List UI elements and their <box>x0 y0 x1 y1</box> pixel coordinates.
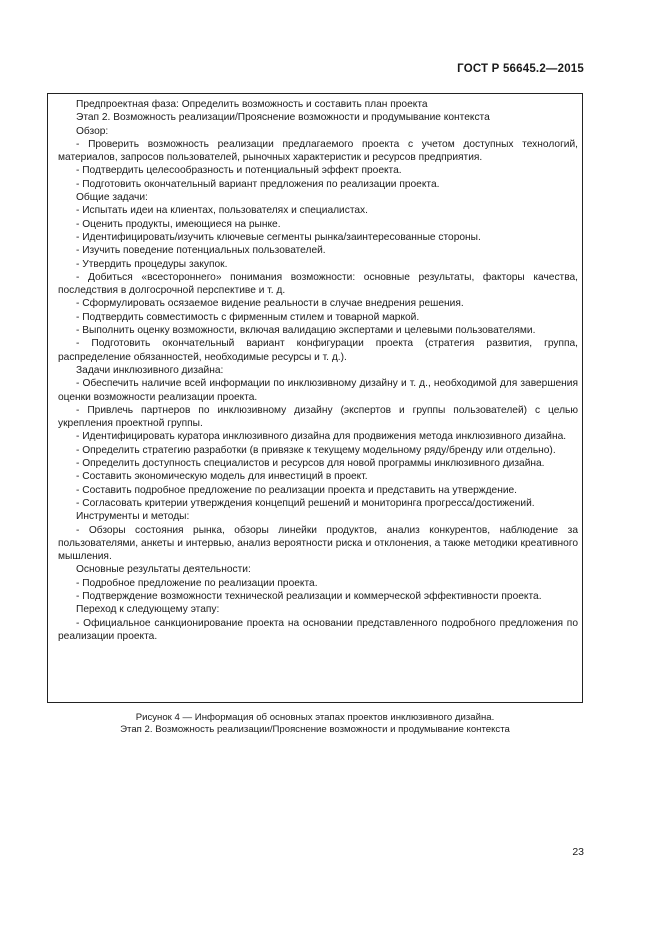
list-item: - Подтвердить совместимость с фирменным стилем и товарной маркой. <box>76 311 420 323</box>
standard-designation: ГОСТ Р 56645.2—2015 <box>457 63 584 75</box>
list-item: - Сформулировать осязаемое видение реальности в случае внедрения решения. <box>76 298 464 310</box>
section-heading-transition: Переход к следующему этапу: <box>76 604 220 616</box>
section-heading-overview: Обзор: <box>76 125 109 137</box>
list-item: - Обзоры состояния рынка, обзоры линейки продуктов, анализ конкурентов, наблюдение за пользователями, анкеты и интервью, анализ вероятности риска и отклонения, а также методики креативного мышления. <box>58 524 578 563</box>
list-item: - Определить доступность специалистов и ресурсов для новой программы инклюзивного дизайна. <box>76 458 545 470</box>
list-item: - Составить подробное предложение по реализации проекта и представить на утверждение. <box>76 484 518 496</box>
section-heading-results: Основные результаты деятельности: <box>76 564 251 576</box>
list-item: - Утвердить процедуры закупок. <box>76 258 228 270</box>
list-item: - Выполнить оценку возможности, включая валидацию экспертами и целевыми пользователями. <box>76 325 536 337</box>
section-heading-inclusive-tasks: Задачи инклюзивного дизайна: <box>76 364 224 376</box>
list-item: - Определить стратегию разработки (в привязке к текущему модельному ряду/бренду или отдельно). <box>76 444 556 456</box>
list-item: - Оценить продукты, имеющиеся на рынке. <box>76 218 281 230</box>
list-item: - Идентифицировать куратора инклюзивного дизайна для продвижения метода инклюзивного дизайна. <box>76 431 567 443</box>
list-item: - Подготовить окончательный вариант конфигурации проекта (стратегия развития, группа, распределение обязанностей, необходимые ресурсы и т. д.). <box>58 338 578 363</box>
phase-title: Предпроектная фаза: Определить возможность и составить план проекта <box>76 99 428 110</box>
list-item: - Привлечь партнеров по инклюзивному дизайну (экспертов и группы пользователей) с целью укрепления проектной группы. <box>58 404 578 430</box>
list-item: - Добиться «всестороннего» понимания возможности: основные результаты, факторы качества, последствия в долгосрочной перспективе и т. д. <box>58 271 578 297</box>
list-item: - Идентифицировать/изучить ключевые сегменты рынка/заинтересованные стороны. <box>76 231 481 243</box>
list-item: - Согласовать критерии утверждения концепций решений и мониторинга прогресса/достижений. <box>76 497 535 509</box>
figure-caption-subtitle: Этап 2. Возможность реализации/Прояснение возможности и продумывание контекста <box>120 724 510 735</box>
list-item: - Обеспечить наличие всей информации по инклюзивному дизайну и т. д., необходимой для завершения оценки возможности реализации проекта. <box>58 378 578 403</box>
section-heading-general-tasks: Общие задачи: <box>76 192 148 204</box>
list-item: - Проверить возможность реализации предлагаемого проекта с учетом доступных технологий, материалов, запросов пользователей, рыночных характеристик и ресурсов предприятия. <box>58 138 578 164</box>
list-item: - Подтверждение возможности технической реализации и коммерческой эффективности проекта. <box>76 590 542 602</box>
list-item: - Составить экономическую модель для инвестиций в проект. <box>76 471 368 483</box>
list-item: - Подготовить окончательный вариант предложения по реализации проекта. <box>76 178 440 190</box>
section-heading-tools: Инструменты и методы: <box>76 511 190 523</box>
list-item: - Испытать идеи на клиентах, пользователях и специалистах. <box>76 205 368 217</box>
figure-caption: Рисунок 4 — Информация об основных этапах проектов инклюзивного дизайна. <box>135 712 495 723</box>
stage-info-frame <box>47 93 583 703</box>
list-item: - Изучить поведение потенциальных пользователей. <box>76 245 326 257</box>
page-number: 23 <box>572 846 584 858</box>
list-item: - Подробное предложение по реализации проекта. <box>76 577 318 589</box>
list-item: - Подтвердить целесообразность и потенциальный эффект проекта. <box>76 165 402 177</box>
stage-title: Этап 2. Возможность реализации/Прояснение возможности и продумывание контекста <box>76 112 490 124</box>
list-item: - Официальное санкционирование проекта на основании представленного подробного предложения по реализации проекта. <box>58 617 578 642</box>
